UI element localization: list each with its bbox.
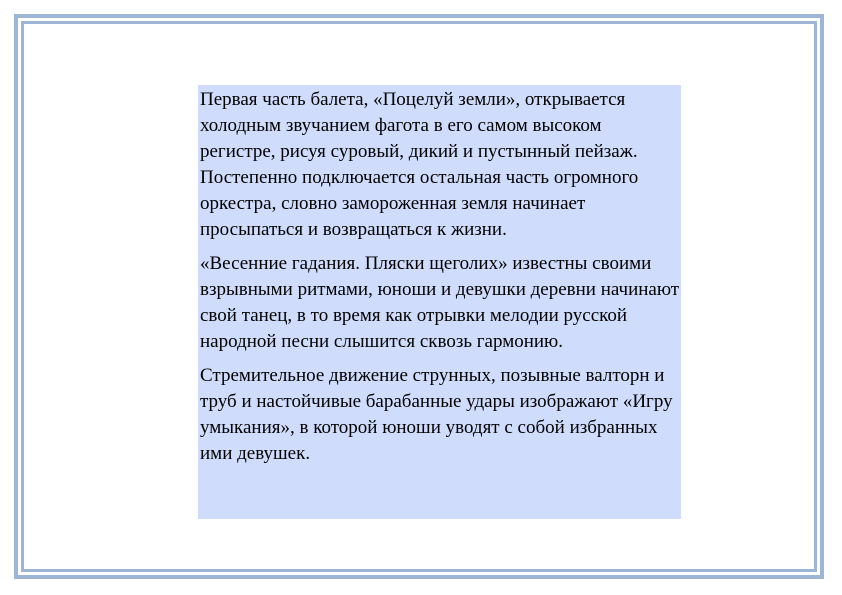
text-block	[198, 85, 681, 519]
paragraph-3: Стремительное движение струнных, позывные валторн и труб и настойчивые барабанные удары изображают «Игру умыкания», в которой юноши уводят с собой избранных ими девушек.	[200, 365, 673, 464]
paragraph-1: Первая часть балета, «Поцелуй земли», открывается холодным звучанием фагота в его самом высоком регистре, рисуя суровый, дикий и пустынный пейзаж. Постепенно подключается остальная часть огромного оркестра, словно замороженная земля начинает просыпаться и возвращаться к жизни.	[200, 89, 639, 240]
paragraph-2: «Весенние гадания. Пляски щеголих» известны своими взрывными ритмами, юноши и девушки деревни начинают свой танец, в то время как отрывки мелодии русской народной песни слышится сквозь гармонию.	[200, 253, 680, 352]
